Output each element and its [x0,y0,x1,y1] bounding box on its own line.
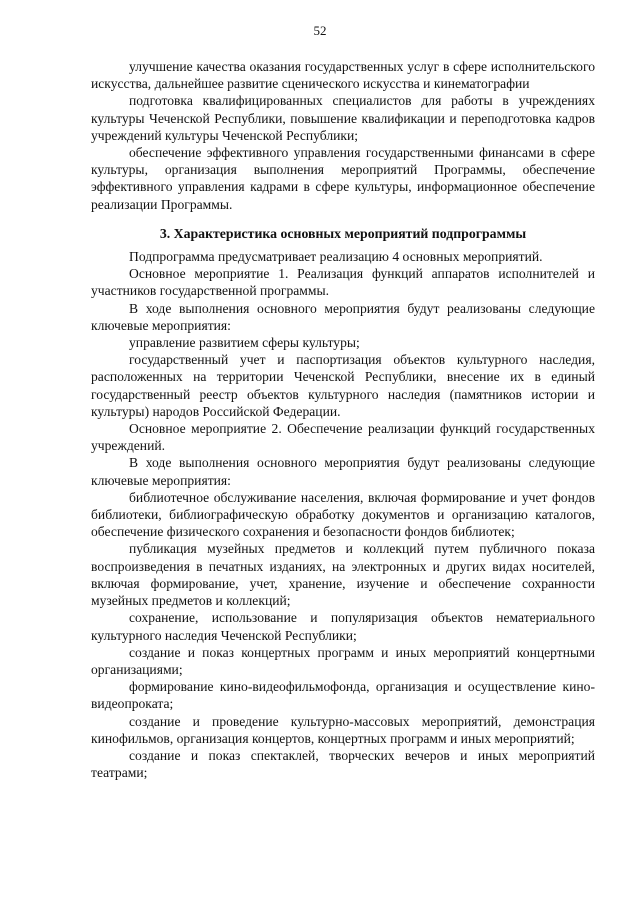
paragraph: В ходе выполнения основного мероприятия будут реализованы следующие ключевые мероприятия: [91,300,595,333]
paragraph: государственный учет и паспортизация объектов культурного наследия, расположенных на территории Чеченской Республики, внесение их в единый государственный реестр объектов культурного наследия (памятников истории и культуры) народов Российской Федерации. [91,352,595,419]
paragraph: создание и показ спектаклей, творческих вечеров и иных мероприятий театрами; [91,747,595,781]
paragraph: публикация музейных предметов и коллекций путем публичного показа воспроизведения в печатных изданиях, на электронных и других видах носителей, включая формирование, учет, хранение, изучение и обеспечение сохранности музейных предметов и коллекций; [91,541,595,609]
paragraph: библиотечное обслуживание населения, включая формирование и учет фондов библиотеки, библиографическую обработку документов и организацию каталогов, обеспечение физического сохранения и безопасности фондов библиотек; [91,489,595,540]
paragraph: создание и проведение культурно-массовых мероприятий, демонстрация кинофильмов, организация концертов, концертных программ и иных мероприятий; [91,713,595,746]
paragraph: создание и показ концертных программ и иных мероприятий концертными организациями; [91,644,595,677]
paragraph: обеспечение эффективного управления государственными финансами в сфере культуры, организация выполнения мероприятий Программы, обеспечение эффективного управления кадрами в сфере культуры, информационное обеспечение реализации Программы. [91,145,595,212]
paragraph: Подпрограмма предусматривает реализацию 4 основных мероприятий. [129,249,543,265]
paragraph: управление развитием сферы культуры; [129,335,360,351]
page-number: 52 [313,23,327,38]
document-body [91,58,595,781]
paragraph: В ходе выполнения основного мероприятия будут реализованы следующие ключевые мероприятия: [91,455,595,488]
paragraph: подготовка квалифицированных специалистов для работы в учреждениях культуры Чеченской Республики, повышение квалификации и переподготовка кадров учреждений культуры Чеченской Республики; [91,93,595,143]
paragraph: улучшение качества оказания государственных услуг в сфере исполнительского искусства, дальнейшее развитие сценического искусства и кинематографии [91,59,595,92]
paragraph: формирование кино-видеофильмофонда, организация и осуществление кино-видеопроката; [91,679,595,712]
paragraph: Основное мероприятие 2. Обеспечение реализации функций государственных учреждений. [91,421,595,454]
paragraph: сохранение, использование и популяризация объектов нематериального культурного наследия Чеченской Республики; [91,610,595,643]
section-heading: 3. Характеристика основных мероприятий подпрограммы [159,225,527,241]
paragraph: Основное мероприятие 1. Реализация функций аппаратов исполнителей и участников государственной программы. [91,266,595,299]
